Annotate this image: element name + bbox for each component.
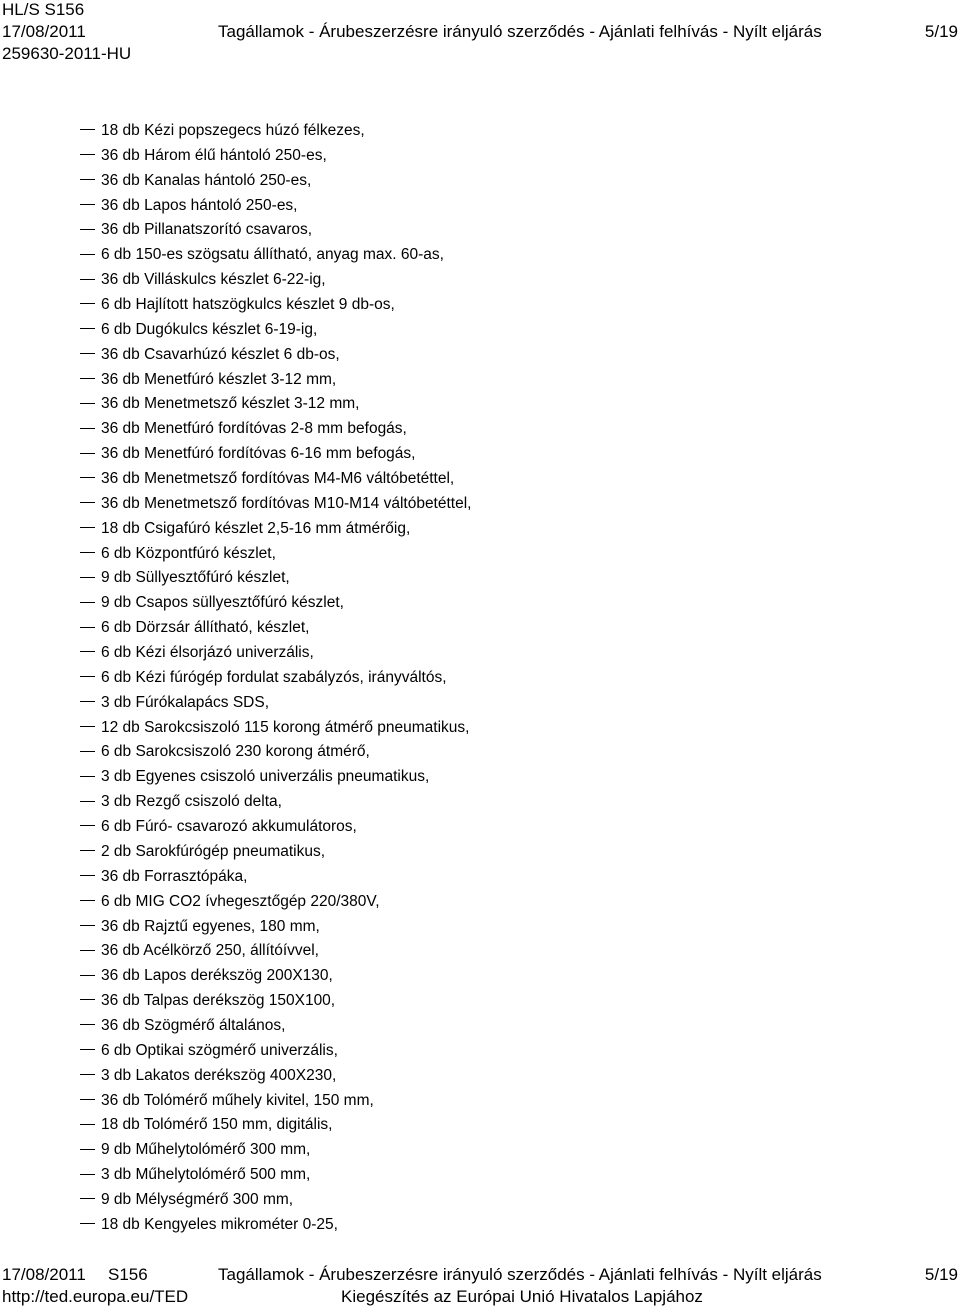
list-item bbox=[80, 765, 471, 790]
em-dash-bullet bbox=[80, 1174, 95, 1175]
list-item-text: 6 db Hajlított hatszögkulcs készlet 9 db-os, bbox=[101, 296, 395, 314]
list-item bbox=[80, 915, 471, 940]
list-item-text: 36 db Menetfúró fordítóvas 6-16 mm befogás, bbox=[101, 445, 416, 463]
em-dash-bullet bbox=[80, 925, 95, 926]
list-item-text: 2 db Sarokfúrógép pneumatikus, bbox=[101, 842, 326, 860]
em-dash-bullet bbox=[80, 477, 95, 478]
em-dash-bullet bbox=[80, 353, 95, 354]
em-dash-bullet bbox=[80, 651, 95, 652]
list-item bbox=[80, 964, 471, 989]
footer-title: Tagállamok - Árubeszerzésre irányuló szerződés - Ajánlati felhívás - Nyílt eljárás bbox=[218, 1265, 822, 1284]
list-item-text: 36 db Lapos hántoló 250-es, bbox=[101, 196, 298, 214]
list-item bbox=[80, 591, 471, 616]
list-item bbox=[80, 343, 471, 368]
em-dash-bullet bbox=[80, 975, 95, 976]
em-dash-bullet bbox=[80, 577, 95, 578]
list-item bbox=[80, 268, 471, 293]
page-header bbox=[0, 0, 960, 66]
list-item bbox=[80, 1089, 471, 1114]
em-dash-bullet bbox=[80, 726, 95, 727]
footer-page-number: 5/19 bbox=[924, 1265, 958, 1284]
list-item bbox=[80, 218, 471, 243]
list-item bbox=[80, 1213, 471, 1238]
list-item bbox=[80, 392, 471, 417]
list-item bbox=[80, 1163, 471, 1188]
equipment-list bbox=[80, 119, 471, 1238]
list-item-text: 36 db Forrasztópáka, bbox=[101, 867, 248, 885]
list-item-text: 6 db 150-es szögsatu állítható, anyag max. 60-as, bbox=[101, 246, 444, 264]
list-item bbox=[80, 542, 471, 567]
list-item-text: 36 db Pillanatszorító csavaros, bbox=[101, 221, 313, 239]
list-item-text: 6 db Kézi élsorjázó univerzális, bbox=[101, 644, 314, 662]
list-item bbox=[80, 467, 471, 492]
list-item bbox=[80, 492, 471, 517]
list-item-text: 9 db Csapos süllyesztőfúró készlet, bbox=[101, 594, 344, 612]
list-item bbox=[80, 1138, 471, 1163]
list-item-text: 36 db Menetfúró készlet 3-12 mm, bbox=[101, 370, 337, 388]
em-dash-bullet bbox=[80, 502, 95, 503]
list-item bbox=[80, 1188, 471, 1213]
em-dash-bullet bbox=[80, 303, 95, 304]
em-dash-bullet bbox=[80, 378, 95, 379]
list-item-text: 18 db Kézi popszegecs húzó félkezes, bbox=[101, 122, 365, 139]
list-item-text: 36 db Menetmetsző fordítóvas M10-M14 váltóbetéttel, bbox=[101, 494, 472, 512]
list-item bbox=[80, 740, 471, 765]
list-item-text: 6 db Optikai szögmérő univerzális, bbox=[101, 1041, 338, 1059]
em-dash-bullet bbox=[80, 950, 95, 951]
list-item bbox=[80, 666, 471, 691]
em-dash-bullet bbox=[80, 900, 95, 901]
list-item bbox=[80, 890, 471, 915]
em-dash-bullet bbox=[80, 229, 95, 230]
em-dash-bullet bbox=[80, 328, 95, 329]
list-item bbox=[80, 1039, 471, 1064]
list-item-text: 6 db Dugókulcs készlet 6-19-ig, bbox=[101, 320, 318, 338]
list-item bbox=[80, 293, 471, 318]
list-item-text: 36 db Rajztű egyenes, 180 mm, bbox=[101, 917, 320, 935]
em-dash-bullet bbox=[80, 751, 95, 752]
em-dash-bullet bbox=[80, 701, 95, 702]
em-dash-bullet bbox=[80, 1049, 95, 1050]
list-item-text: 3 db Lakatos derékszög 400X230, bbox=[101, 1066, 337, 1084]
list-item bbox=[80, 641, 471, 666]
em-dash-bullet bbox=[80, 154, 95, 155]
em-dash-bullet bbox=[80, 801, 95, 802]
list-item bbox=[80, 1014, 471, 1039]
list-item-text: 36 db Kanalas hántoló 250-es, bbox=[101, 171, 312, 189]
em-dash-bullet bbox=[80, 602, 95, 603]
list-item-text: 36 db Lapos derékszög 200X130, bbox=[101, 967, 333, 985]
header-date: 17/08/2011 bbox=[2, 22, 86, 41]
list-item bbox=[80, 865, 471, 890]
list-item bbox=[80, 318, 471, 343]
list-item-text: 3 db Fúrókalapács SDS, bbox=[101, 693, 270, 711]
em-dash-bullet bbox=[80, 1024, 95, 1025]
em-dash-bullet bbox=[80, 204, 95, 205]
notice-id: 259630-2011-HU bbox=[2, 44, 132, 63]
footer-series: S156 bbox=[108, 1265, 148, 1284]
list-item-text: 36 db Szögmérő általános, bbox=[101, 1016, 286, 1034]
em-dash-bullet bbox=[80, 403, 95, 404]
header-page-number: 5/19 bbox=[924, 22, 958, 41]
list-item-text: 36 db Talpas derékszög 150X100, bbox=[101, 992, 336, 1010]
em-dash-bullet bbox=[80, 676, 95, 677]
list-item-text: 36 db Menetmetsző fordítóvas M4-M6 váltóbetéttel, bbox=[101, 470, 455, 488]
list-item-text: 9 db Mélységmérő 300 mm, bbox=[101, 1190, 294, 1208]
list-item-text: 36 db Tolómérő műhely kivitel, 150 mm, bbox=[101, 1091, 374, 1109]
list-item bbox=[80, 716, 471, 741]
list-item bbox=[80, 815, 471, 840]
em-dash-bullet bbox=[80, 527, 95, 528]
em-dash-bullet bbox=[80, 875, 95, 876]
list-item-text: 6 db Fúró- csavarozó akkumulátoros, bbox=[101, 818, 357, 836]
list-item-text: 18 db Kengyeles mikrométer 0-25, bbox=[101, 1215, 338, 1233]
list-item bbox=[80, 989, 471, 1014]
list-item bbox=[80, 790, 471, 815]
list-item bbox=[80, 1113, 471, 1138]
list-item bbox=[80, 119, 471, 144]
em-dash-bullet bbox=[80, 825, 95, 826]
list-item bbox=[80, 840, 471, 865]
page-footer bbox=[0, 1265, 960, 1309]
header-title: Tagállamok - Árubeszerzésre irányuló szerződés - Ajánlati felhívás - Nyílt eljárás bbox=[218, 22, 822, 41]
em-dash-bullet bbox=[80, 776, 95, 777]
doc-code: HL/S S156 bbox=[2, 0, 85, 19]
list-item-text: 6 db Központfúró készlet, bbox=[101, 544, 276, 562]
list-item-text: 6 db Dörzsár állítható, készlet, bbox=[101, 619, 310, 637]
footer-publisher: Kiegészítés az Európai Unió Hivatalos Lapjához bbox=[341, 1287, 703, 1306]
list-item-text: 36 db Menetfúró fordítóvas 2-8 mm befogás, bbox=[101, 420, 407, 438]
list-item-text: 36 db Menetmetsző készlet 3-12 mm, bbox=[101, 395, 360, 413]
em-dash-bullet bbox=[80, 453, 95, 454]
list-item bbox=[80, 517, 471, 542]
list-item bbox=[80, 691, 471, 716]
list-item bbox=[80, 243, 471, 268]
em-dash-bullet bbox=[80, 1099, 95, 1100]
list-item-text: 36 db Csavarhúzó készlet 6 db-os, bbox=[101, 345, 340, 363]
list-item bbox=[80, 368, 471, 393]
em-dash-bullet bbox=[80, 1198, 95, 1199]
list-item bbox=[80, 939, 471, 964]
em-dash-bullet bbox=[80, 129, 95, 130]
list-item-text: 6 db MIG CO2 ívhegesztőgép 220/380V, bbox=[101, 892, 380, 910]
em-dash-bullet bbox=[80, 627, 95, 628]
list-item-text: 3 db Műhelytolómérő 500 mm, bbox=[101, 1166, 311, 1184]
list-item-text: 9 db Műhelytolómérő 300 mm, bbox=[101, 1141, 311, 1159]
em-dash-bullet bbox=[80, 850, 95, 851]
list-item-text: 36 db Acélkörző 250, állítóívvel, bbox=[101, 942, 319, 960]
em-dash-bullet bbox=[80, 179, 95, 180]
em-dash-bullet bbox=[80, 1149, 95, 1150]
em-dash-bullet bbox=[80, 428, 95, 429]
list-item-text: 3 db Rezgő csiszoló delta, bbox=[101, 793, 282, 811]
list-item bbox=[80, 144, 471, 169]
list-item-text: 36 db Villáskulcs készlet 6-22-ig, bbox=[101, 271, 326, 289]
list-item-text: 36 db Három élű hántoló 250-es, bbox=[101, 146, 327, 164]
list-item bbox=[80, 417, 471, 442]
list-item bbox=[80, 1064, 471, 1089]
list-item-text: 12 db Sarokcsiszoló 115 korong átmérő pneumatikus, bbox=[101, 718, 470, 736]
list-item-text: 18 db Csigafúró készlet 2,5-16 mm átmérőig, bbox=[101, 519, 411, 537]
em-dash-bullet bbox=[80, 999, 95, 1000]
list-item-text: 6 db Sarokcsiszoló 230 korong átmérő, bbox=[101, 743, 370, 761]
list-item-text: 9 db Süllyesztőfúró készlet, bbox=[101, 569, 290, 587]
em-dash-bullet bbox=[80, 279, 95, 280]
list-item bbox=[80, 566, 471, 591]
footer-date: 17/08/2011 bbox=[2, 1265, 86, 1284]
list-item bbox=[80, 169, 471, 194]
em-dash-bullet bbox=[80, 552, 95, 553]
em-dash-bullet bbox=[80, 1074, 95, 1075]
em-dash-bullet bbox=[80, 1124, 95, 1125]
list-item-text: 18 db Tolómérő 150 mm, digitális, bbox=[101, 1116, 333, 1134]
list-item-text: 6 db Kézi fúrógép fordulat szabályzós, irányváltós, bbox=[101, 668, 447, 686]
em-dash-bullet bbox=[80, 1223, 95, 1224]
list-item bbox=[80, 616, 471, 641]
list-item-text: 3 db Egyenes csiszoló univerzális pneumatikus, bbox=[101, 768, 430, 786]
list-item bbox=[80, 194, 471, 219]
footer-url: http://ted.europa.eu/TED bbox=[2, 1287, 189, 1306]
em-dash-bullet bbox=[80, 254, 95, 255]
list-item bbox=[80, 442, 471, 467]
